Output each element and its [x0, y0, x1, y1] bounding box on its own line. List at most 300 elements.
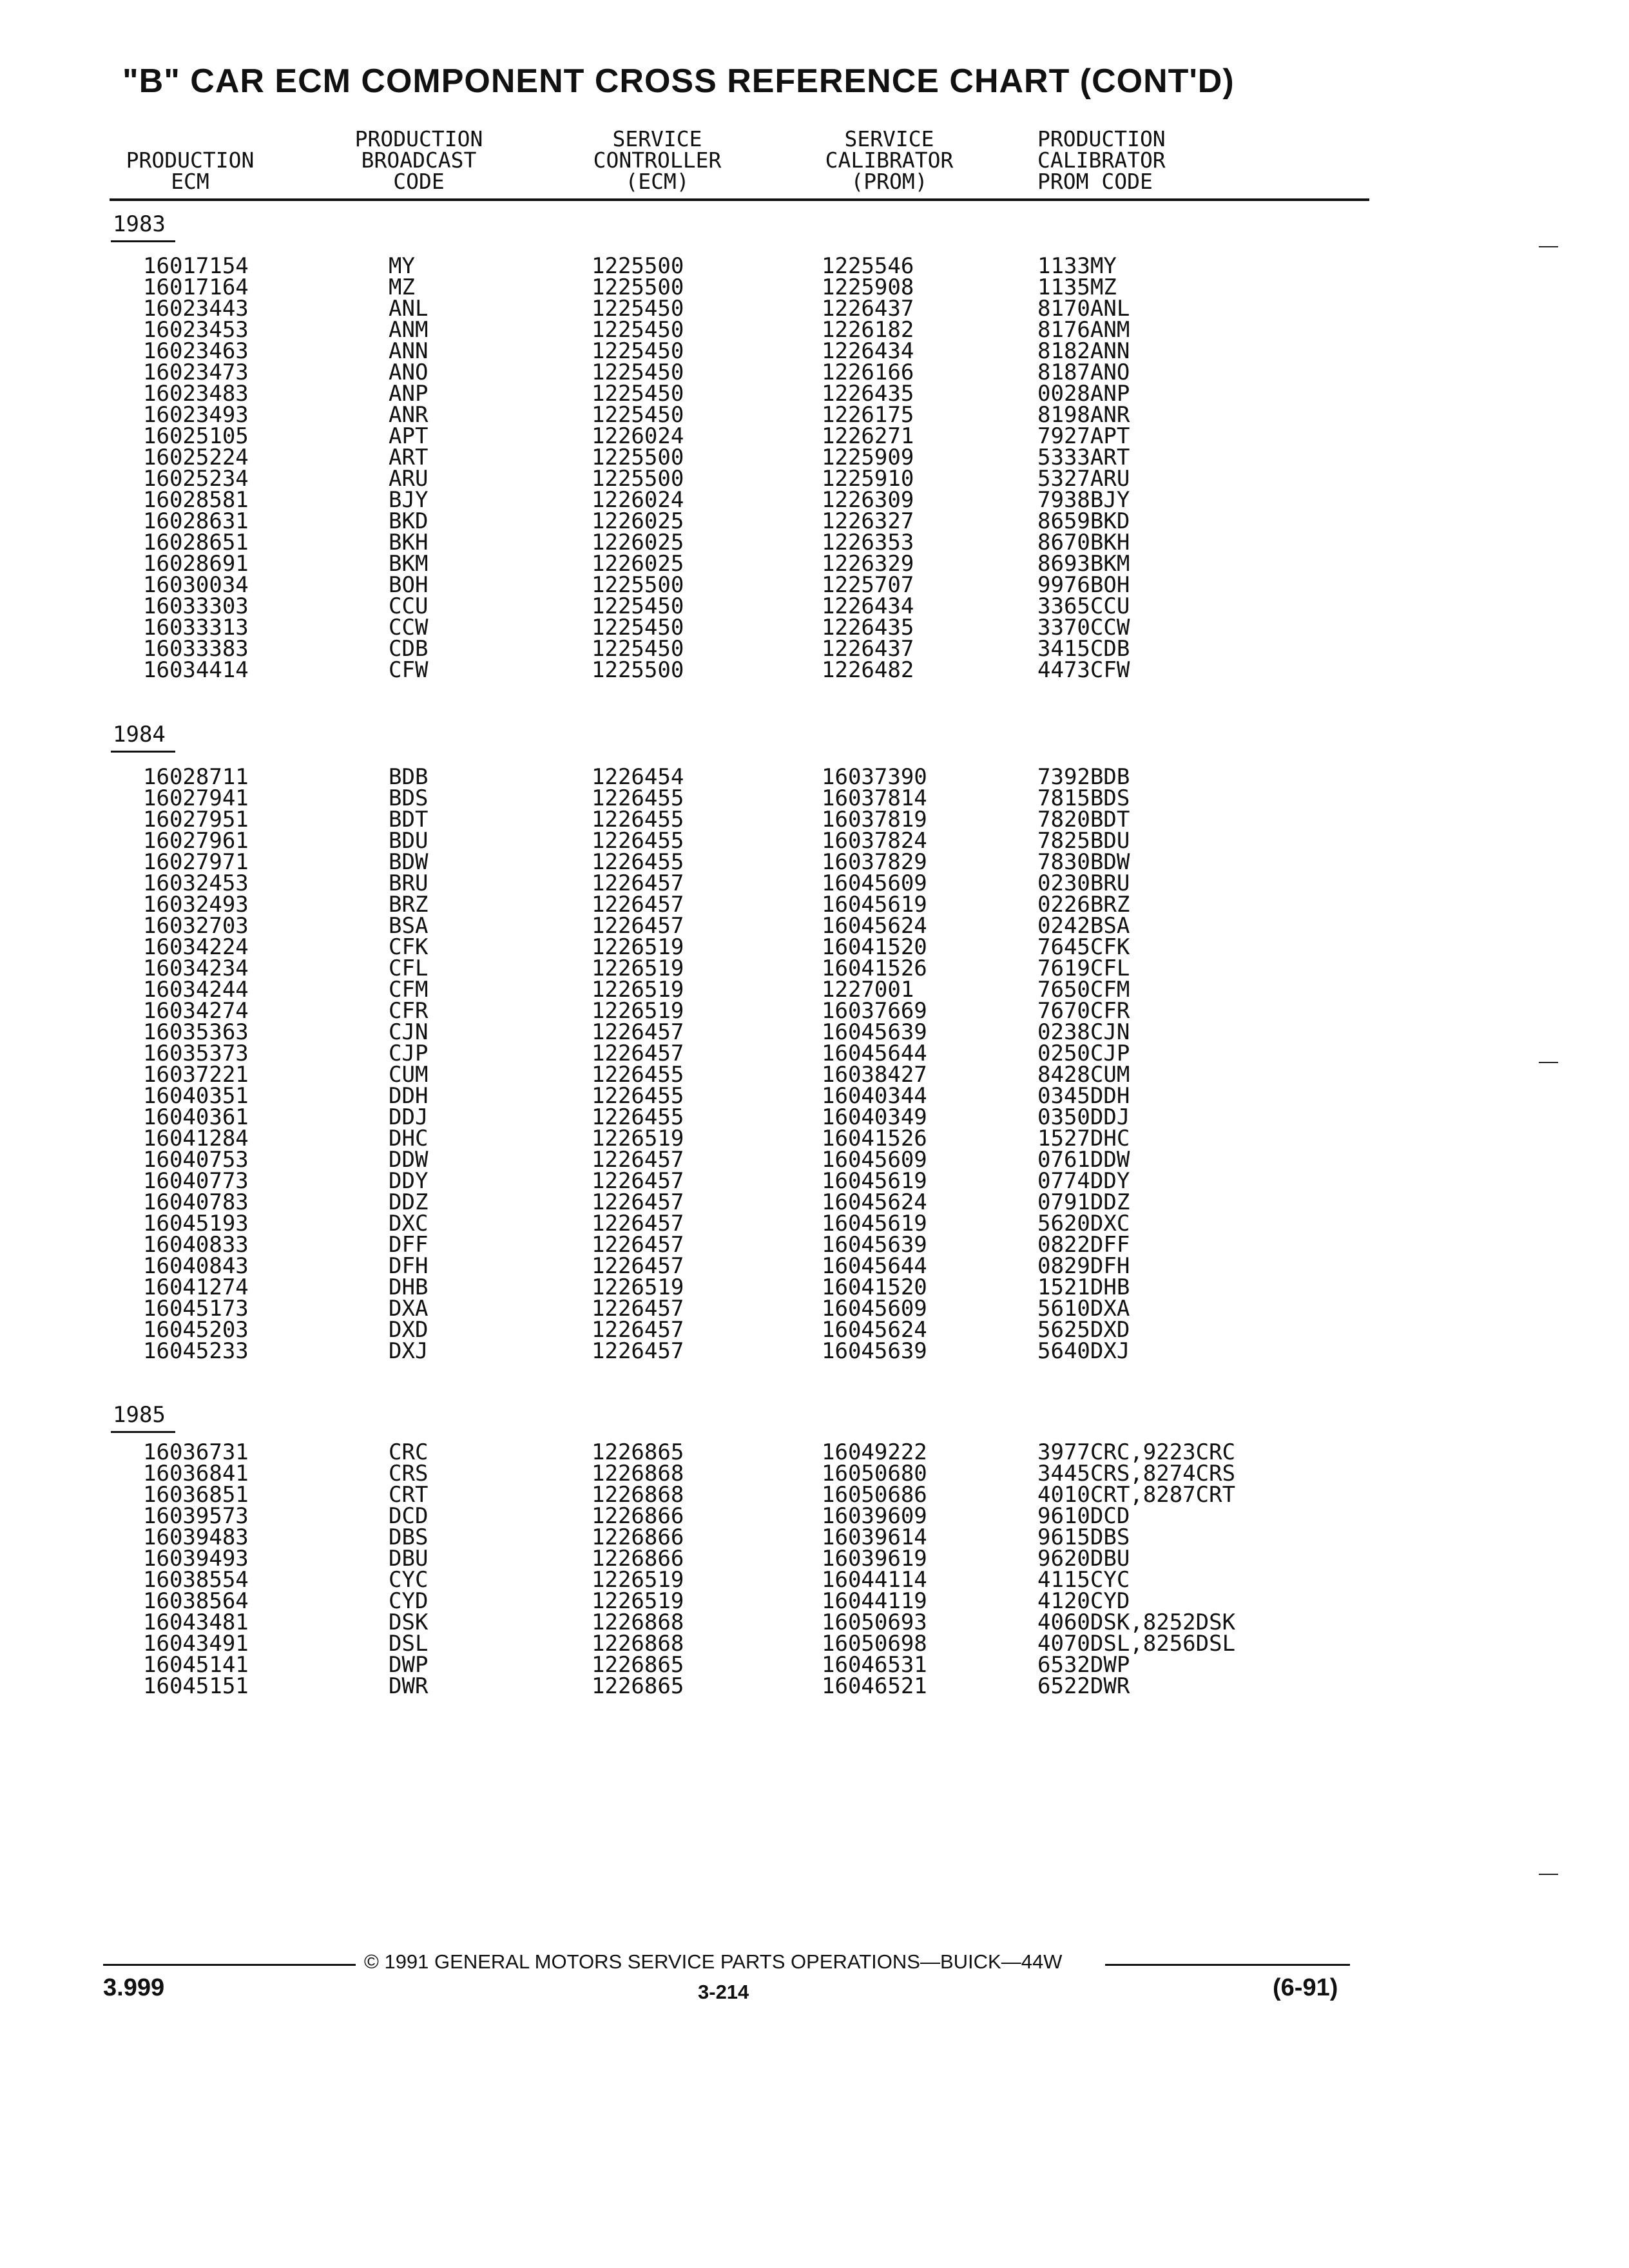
service-calibrator-cell: 16038427	[822, 1062, 927, 1088]
production-ecm-cell: 16035373	[143, 1041, 249, 1066]
broadcast-code-cell: MZ	[389, 274, 415, 300]
service-controller-cell: 1226519	[592, 1567, 684, 1593]
prom-code-cell: 8670BKH	[1037, 530, 1130, 555]
service-controller-cell: 1226457	[592, 1189, 684, 1215]
prom-code-cell: 7670CFR	[1037, 998, 1130, 1024]
broadcast-code-cell: DDZ	[389, 1189, 429, 1215]
service-controller-cell: 1226519	[592, 934, 684, 960]
production-ecm-cell: 16040351	[143, 1083, 249, 1109]
service-calibrator-cell: 16045639	[822, 1232, 927, 1258]
table-section-1983	[0, 253, 1629, 683]
service-calibrator-cell: 1225908	[822, 274, 914, 300]
production-ecm-cell: 16040783	[143, 1189, 249, 1215]
year-heading-1984: 1984	[113, 722, 166, 747]
production-ecm-cell: 16034224	[143, 934, 249, 960]
prom-code-cell: 9620DBU	[1037, 1546, 1130, 1571]
service-controller-cell: 1226868	[592, 1482, 684, 1508]
service-controller-cell: 1226024	[592, 423, 684, 449]
broadcast-code-cell: DXJ	[389, 1338, 429, 1364]
broadcast-code-cell: DHC	[389, 1126, 429, 1151]
broadcast-code-cell: ANO	[389, 360, 429, 385]
prom-code-cell: 8187ANO	[1037, 360, 1130, 385]
service-controller-cell: 1226455	[592, 807, 684, 832]
service-controller-cell: 1225450	[592, 296, 684, 322]
broadcast-code-cell: MY	[389, 253, 415, 279]
service-calibrator-cell: 16037819	[822, 807, 927, 832]
service-controller-cell: 1226868	[592, 1610, 684, 1635]
production-ecm-cell: 16040361	[143, 1104, 249, 1130]
service-calibrator-cell: 16045609	[822, 1147, 927, 1173]
production-ecm-cell: 16027971	[143, 849, 249, 875]
broadcast-code-cell: ANN	[389, 338, 429, 364]
service-controller-cell: 1226519	[592, 977, 684, 1003]
service-calibrator-cell: 16040349	[822, 1104, 927, 1130]
prom-code-cell: 8428CUM	[1037, 1062, 1130, 1088]
footer-revision-date: (6-91)	[1273, 1974, 1338, 2001]
prom-code-cell: 4060DSK,8252DSK	[1037, 1610, 1236, 1635]
prom-code-cell: 0829DFH	[1037, 1253, 1130, 1279]
broadcast-code-cell: ANM	[389, 317, 429, 343]
service-controller-cell: 1226457	[592, 1211, 684, 1236]
service-controller-cell: 1226866	[592, 1503, 684, 1529]
production-ecm-cell: 16040833	[143, 1232, 249, 1258]
broadcast-code-cell: CJP	[389, 1041, 429, 1066]
broadcast-code-cell: CFM	[389, 977, 429, 1003]
service-controller-cell: 1226865	[592, 1673, 684, 1699]
broadcast-code-cell: BJY	[389, 487, 429, 513]
production-ecm-cell: 16025234	[143, 466, 249, 492]
service-calibrator-cell: 16045624	[822, 913, 927, 939]
service-controller-cell: 1226865	[592, 1652, 684, 1678]
production-ecm-cell: 16033313	[143, 615, 249, 640]
production-ecm-cell: 16023463	[143, 338, 249, 364]
service-controller-cell: 1226025	[592, 551, 684, 577]
service-calibrator-cell: 16050680	[822, 1461, 927, 1486]
service-controller-cell: 1226455	[592, 785, 684, 811]
service-controller-cell: 1226519	[592, 956, 684, 981]
service-controller-cell: 1225500	[592, 657, 684, 683]
production-ecm-cell: 16032453	[143, 870, 249, 896]
service-calibrator-cell: 16050693	[822, 1610, 927, 1635]
prom-code-cell: 0822DFF	[1037, 1232, 1130, 1258]
broadcast-code-cell: DSL	[389, 1631, 429, 1657]
service-controller-cell: 1226457	[592, 1253, 684, 1279]
broadcast-code-cell: DWR	[389, 1673, 429, 1699]
service-calibrator-cell: 16046531	[822, 1652, 927, 1678]
service-controller-cell: 1226519	[592, 1588, 684, 1614]
service-calibrator-cell: 16037669	[822, 998, 927, 1024]
production-ecm-cell: 16041274	[143, 1274, 249, 1300]
broadcast-code-cell: CRT	[389, 1482, 429, 1508]
broadcast-code-cell: BDW	[389, 849, 429, 875]
broadcast-code-cell: BDT	[389, 807, 429, 832]
production-ecm-cell: 16028711	[143, 764, 249, 790]
service-calibrator-cell: 16045619	[822, 1211, 927, 1236]
service-calibrator-cell: 16045609	[822, 1296, 927, 1321]
service-calibrator-cell: 16045644	[822, 1041, 927, 1066]
broadcast-code-cell: CJN	[389, 1019, 429, 1045]
service-calibrator-cell: 16049222	[822, 1439, 927, 1465]
production-ecm-cell: 16023473	[143, 360, 249, 385]
prom-code-cell: 0028ANP	[1037, 381, 1130, 407]
production-ecm-cell: 16037221	[143, 1062, 249, 1088]
prom-code-cell: 3365CCU	[1037, 593, 1130, 619]
production-ecm-cell: 16040773	[143, 1168, 249, 1194]
production-ecm-cell: 16025105	[143, 423, 249, 449]
production-ecm-cell: 16043481	[143, 1610, 249, 1635]
prom-code-cell: 0242BSA	[1037, 913, 1130, 939]
page-title: "B" CAR ECM COMPONENT CROSS REFERENCE CHART (CONT'D)	[122, 62, 1235, 100]
production-ecm-cell: 16030034	[143, 572, 249, 598]
service-controller-cell: 1226457	[592, 870, 684, 896]
broadcast-code-cell: DFH	[389, 1253, 429, 1279]
production-ecm-cell: 16036851	[143, 1482, 249, 1508]
production-ecm-cell: 16040843	[143, 1253, 249, 1279]
prom-code-cell: 7830BDW	[1037, 849, 1130, 875]
broadcast-code-cell: CCW	[389, 615, 429, 640]
service-controller-cell: 1226519	[592, 1126, 684, 1151]
production-ecm-cell: 16036731	[143, 1439, 249, 1465]
service-controller-cell: 1226866	[592, 1546, 684, 1571]
service-calibrator-cell: 1225910	[822, 466, 914, 492]
prom-code-cell: 8659BKD	[1037, 508, 1130, 534]
production-ecm-cell: 16028651	[143, 530, 249, 555]
service-calibrator-cell: 16037829	[822, 849, 927, 875]
service-controller-cell: 1225450	[592, 381, 684, 407]
prom-code-cell: 5625DXD	[1037, 1317, 1130, 1343]
service-calibrator-cell: 16045619	[822, 1168, 927, 1194]
service-calibrator-cell: 16041520	[822, 934, 927, 960]
col-header-production-ecm: PRODUCTION ECM	[126, 148, 255, 194]
service-controller-cell: 1225500	[592, 572, 684, 598]
prom-code-cell: 0350DDJ	[1037, 1104, 1130, 1130]
production-ecm-cell: 16027961	[143, 828, 249, 854]
service-controller-cell: 1226868	[592, 1631, 684, 1657]
prom-code-cell: 3445CRS,8274CRS	[1037, 1461, 1236, 1486]
production-ecm-cell: 16045141	[143, 1652, 249, 1678]
prom-code-cell: 3977CRC,9223CRC	[1037, 1439, 1236, 1465]
service-calibrator-cell: 16040344	[822, 1083, 927, 1109]
service-controller-cell: 1225450	[592, 615, 684, 640]
prom-code-cell: 5620DXC	[1037, 1211, 1130, 1236]
production-ecm-cell: 16045203	[143, 1317, 249, 1343]
service-calibrator-cell: 16037390	[822, 764, 927, 790]
production-ecm-cell: 16032703	[143, 913, 249, 939]
service-calibrator-cell: 1226437	[822, 636, 914, 662]
broadcast-code-cell: CFK	[389, 934, 429, 960]
broadcast-code-cell: CDB	[389, 636, 429, 662]
prom-code-cell: 0774DDY	[1037, 1168, 1130, 1194]
service-controller-cell: 1226868	[592, 1461, 684, 1486]
service-controller-cell: 1226866	[592, 1524, 684, 1550]
production-ecm-cell: 16023453	[143, 317, 249, 343]
broadcast-code-cell: DXC	[389, 1211, 429, 1236]
production-ecm-cell: 16032493	[143, 892, 249, 918]
service-calibrator-cell: 16039619	[822, 1546, 927, 1571]
service-controller-cell: 1226455	[592, 1062, 684, 1088]
production-ecm-cell: 16039573	[143, 1503, 249, 1529]
production-ecm-cell: 16027941	[143, 785, 249, 811]
broadcast-code-cell: ANL	[389, 296, 429, 322]
prom-code-cell: 0230BRU	[1037, 870, 1130, 896]
production-ecm-cell: 16045233	[143, 1338, 249, 1364]
service-calibrator-cell: 1226175	[822, 402, 914, 428]
table-section-1985	[0, 1439, 1629, 1699]
footer-rule-right	[1105, 1964, 1350, 1966]
prom-code-cell: 6522DWR	[1037, 1673, 1130, 1699]
prom-code-cell: 1521DHB	[1037, 1274, 1130, 1300]
broadcast-code-cell: CYD	[389, 1588, 429, 1614]
service-calibrator-cell: 16050686	[822, 1482, 927, 1508]
service-controller-cell: 1225450	[592, 636, 684, 662]
broadcast-code-cell: DXD	[389, 1317, 429, 1343]
prom-code-cell: 8182ANN	[1037, 338, 1130, 364]
service-calibrator-cell: 1226435	[822, 381, 914, 407]
service-controller-cell: 1226454	[592, 764, 684, 790]
service-calibrator-cell: 16046521	[822, 1673, 927, 1699]
service-calibrator-cell: 16045624	[822, 1317, 927, 1343]
service-calibrator-cell: 16037824	[822, 828, 927, 854]
year-heading-1985: 1985	[113, 1402, 166, 1428]
production-ecm-cell: 16045151	[143, 1673, 249, 1699]
prom-code-cell: 0761DDW	[1037, 1147, 1130, 1173]
production-ecm-cell: 16033303	[143, 593, 249, 619]
service-calibrator-cell: 1227001	[822, 977, 914, 1003]
production-ecm-cell: 16025224	[143, 445, 249, 470]
service-calibrator-cell: 1225707	[822, 572, 914, 598]
margin-tick	[1539, 1062, 1558, 1063]
service-calibrator-cell: 16045609	[822, 870, 927, 896]
prom-code-cell: 5640DXJ	[1037, 1338, 1130, 1364]
broadcast-code-cell: CFL	[389, 956, 429, 981]
broadcast-code-cell: DSK	[389, 1610, 429, 1635]
service-calibrator-cell: 16037814	[822, 785, 927, 811]
service-calibrator-cell: 16044119	[822, 1588, 927, 1614]
col-header-service-controller: SERVICE CONTROLLER (ECM)	[593, 126, 722, 194]
prom-code-cell: 5327ARU	[1037, 466, 1130, 492]
service-controller-cell: 1226865	[592, 1439, 684, 1465]
production-ecm-cell: 16034244	[143, 977, 249, 1003]
prom-code-cell: 0226BRZ	[1037, 892, 1130, 918]
prom-code-cell: 7650CFM	[1037, 977, 1130, 1003]
broadcast-code-cell: DDW	[389, 1147, 429, 1173]
broadcast-code-cell: BDB	[389, 764, 429, 790]
production-ecm-cell: 16023443	[143, 296, 249, 322]
broadcast-code-cell: DXA	[389, 1296, 429, 1321]
broadcast-code-cell: DBS	[389, 1524, 429, 1550]
service-calibrator-cell: 1226435	[822, 615, 914, 640]
service-calibrator-cell: 16045624	[822, 1189, 927, 1215]
production-ecm-cell: 16033383	[143, 636, 249, 662]
service-controller-cell: 1226025	[592, 530, 684, 555]
service-controller-cell: 1226457	[592, 1296, 684, 1321]
prom-code-cell: 1133MY	[1037, 253, 1117, 279]
service-calibrator-cell: 16045639	[822, 1019, 927, 1045]
broadcast-code-cell: DDH	[389, 1083, 429, 1109]
service-calibrator-cell: 16045619	[822, 892, 927, 918]
margin-tick	[1539, 246, 1558, 247]
prom-code-cell: 8693BKM	[1037, 551, 1130, 577]
broadcast-code-cell: DDJ	[389, 1104, 429, 1130]
prom-code-cell: 9615DBS	[1037, 1524, 1130, 1550]
production-ecm-cell: 16034414	[143, 657, 249, 683]
prom-code-cell: 7645CFK	[1037, 934, 1130, 960]
prom-code-cell: 7815BDS	[1037, 785, 1130, 811]
service-calibrator-cell: 1226271	[822, 423, 914, 449]
year-underline	[111, 1431, 175, 1433]
production-ecm-cell: 16045193	[143, 1211, 249, 1236]
service-controller-cell: 1226455	[592, 828, 684, 854]
production-ecm-cell: 16038554	[143, 1567, 249, 1593]
service-controller-cell: 1225500	[592, 466, 684, 492]
service-calibrator-cell: 1225546	[822, 253, 914, 279]
production-ecm-cell: 16034274	[143, 998, 249, 1024]
service-controller-cell: 1226455	[592, 849, 684, 875]
broadcast-code-cell: BKM	[389, 551, 429, 577]
prom-code-cell: 8170ANL	[1037, 296, 1130, 322]
broadcast-code-cell: CRS	[389, 1461, 429, 1486]
service-calibrator-cell: 16050698	[822, 1631, 927, 1657]
prom-code-cell: 4115CYC	[1037, 1567, 1130, 1593]
broadcast-code-cell: BOH	[389, 572, 429, 598]
service-controller-cell: 1225450	[592, 360, 684, 385]
broadcast-code-cell: DDY	[389, 1168, 429, 1194]
production-ecm-cell: 16017164	[143, 274, 249, 300]
prom-code-cell: 7392BDB	[1037, 764, 1130, 790]
broadcast-code-cell: ARU	[389, 466, 429, 492]
prom-code-cell: 7619CFL	[1037, 956, 1130, 981]
year-underline	[111, 751, 175, 753]
service-controller-cell: 1225500	[592, 274, 684, 300]
broadcast-code-cell: BKH	[389, 530, 429, 555]
broadcast-code-cell: DCD	[389, 1503, 429, 1529]
prom-code-cell: 0345DDH	[1037, 1083, 1130, 1109]
service-calibrator-cell: 1226482	[822, 657, 914, 683]
production-ecm-cell: 16039493	[143, 1546, 249, 1571]
col-header-broadcast-code: PRODUCTION BROADCAST CODE	[354, 126, 483, 194]
service-controller-cell: 1225500	[592, 253, 684, 279]
service-controller-cell: 1226519	[592, 1274, 684, 1300]
broadcast-code-cell: DFF	[389, 1232, 429, 1258]
broadcast-code-cell: CFW	[389, 657, 429, 683]
footer-section-number: 3.999	[103, 1974, 165, 2001]
service-controller-cell: 1225500	[592, 445, 684, 470]
service-controller-cell: 1226519	[592, 998, 684, 1024]
broadcast-code-cell: ART	[389, 445, 429, 470]
service-controller-cell: 1226457	[592, 1168, 684, 1194]
service-controller-cell: 1226457	[592, 1338, 684, 1364]
footer-page-number: 3-214	[698, 1981, 749, 2003]
service-calibrator-cell: 1226309	[822, 487, 914, 513]
broadcast-code-cell: ANP	[389, 381, 429, 407]
service-controller-cell: 1226024	[592, 487, 684, 513]
prom-code-cell: 8176ANM	[1037, 317, 1130, 343]
production-ecm-cell: 16028691	[143, 551, 249, 577]
service-calibrator-cell: 16045644	[822, 1253, 927, 1279]
service-calibrator-cell: 1226182	[822, 317, 914, 343]
service-calibrator-cell: 1226434	[822, 593, 914, 619]
service-calibrator-cell: 1226434	[822, 338, 914, 364]
prom-code-cell: 1135MZ	[1037, 274, 1117, 300]
prom-code-cell: 0250CJP	[1037, 1041, 1130, 1066]
service-calibrator-cell: 16039609	[822, 1503, 927, 1529]
service-controller-cell: 1226025	[592, 508, 684, 534]
table-row	[0, 657, 1629, 683]
broadcast-code-cell: DHB	[389, 1274, 429, 1300]
service-calibrator-cell: 16041526	[822, 1126, 927, 1151]
production-ecm-cell: 16045173	[143, 1296, 249, 1321]
prom-code-cell: 6532DWP	[1037, 1652, 1130, 1678]
footer-rule-left	[103, 1964, 356, 1966]
service-calibrator-cell: 16045639	[822, 1338, 927, 1364]
production-ecm-cell: 16038564	[143, 1588, 249, 1614]
broadcast-code-cell: BKD	[389, 508, 429, 534]
service-controller-cell: 1226457	[592, 913, 684, 939]
prom-code-cell: 4120CYD	[1037, 1588, 1130, 1614]
prom-code-cell: 5610DXA	[1037, 1296, 1130, 1321]
margin-tick	[1539, 1874, 1558, 1875]
prom-code-cell: 9610DCD	[1037, 1503, 1130, 1529]
header-rule	[110, 198, 1369, 201]
prom-code-cell: 8198ANR	[1037, 402, 1130, 428]
service-controller-cell: 1226455	[592, 1083, 684, 1109]
broadcast-code-cell: DBU	[389, 1546, 429, 1571]
prom-code-cell: 3370CCW	[1037, 615, 1130, 640]
broadcast-code-cell: BRZ	[389, 892, 429, 918]
service-controller-cell: 1225450	[592, 593, 684, 619]
service-controller-cell: 1225450	[592, 402, 684, 428]
broadcast-code-cell: CRC	[389, 1439, 429, 1465]
production-ecm-cell: 16034234	[143, 956, 249, 981]
broadcast-code-cell: BSA	[389, 913, 429, 939]
broadcast-code-cell: ANR	[389, 402, 429, 428]
prom-code-cell: 9976BOH	[1037, 572, 1130, 598]
prom-code-cell: 7927APT	[1037, 423, 1130, 449]
service-calibrator-cell: 1226327	[822, 508, 914, 534]
production-ecm-cell: 16039483	[143, 1524, 249, 1550]
production-ecm-cell: 16027951	[143, 807, 249, 832]
prom-code-cell: 1527DHC	[1037, 1126, 1130, 1151]
broadcast-code-cell: CUM	[389, 1062, 429, 1088]
broadcast-code-cell: BDS	[389, 785, 429, 811]
broadcast-code-cell: BRU	[389, 870, 429, 896]
service-controller-cell: 1225450	[592, 338, 684, 364]
production-ecm-cell: 16035363	[143, 1019, 249, 1045]
production-ecm-cell: 16041284	[143, 1126, 249, 1151]
prom-code-cell: 0791DDZ	[1037, 1189, 1130, 1215]
service-controller-cell: 1226457	[592, 1232, 684, 1258]
service-controller-cell: 1225450	[592, 317, 684, 343]
col-header-prom-code: PRODUCTION CALIBRATOR PROM CODE	[1037, 126, 1166, 194]
prom-code-cell: 7938BJY	[1037, 487, 1130, 513]
service-calibrator-cell: 16039614	[822, 1524, 927, 1550]
service-controller-cell: 1226455	[592, 1104, 684, 1130]
prom-code-cell: 4070DSL,8256DSL	[1037, 1631, 1236, 1657]
table-section-1984	[0, 764, 1629, 1364]
production-ecm-cell: 16023493	[143, 402, 249, 428]
year-heading-1983: 1983	[113, 211, 166, 237]
service-controller-cell: 1226457	[592, 1147, 684, 1173]
table-row	[0, 1673, 1629, 1699]
table-row	[0, 1338, 1629, 1364]
broadcast-code-cell: BDU	[389, 828, 429, 854]
service-calibrator-cell: 16044114	[822, 1567, 927, 1593]
prom-code-cell: 3415CDB	[1037, 636, 1130, 662]
production-ecm-cell: 16023483	[143, 381, 249, 407]
prom-code-cell: 7820BDT	[1037, 807, 1130, 832]
prom-code-cell: 0238CJN	[1037, 1019, 1130, 1045]
broadcast-code-cell: CFR	[389, 998, 429, 1024]
